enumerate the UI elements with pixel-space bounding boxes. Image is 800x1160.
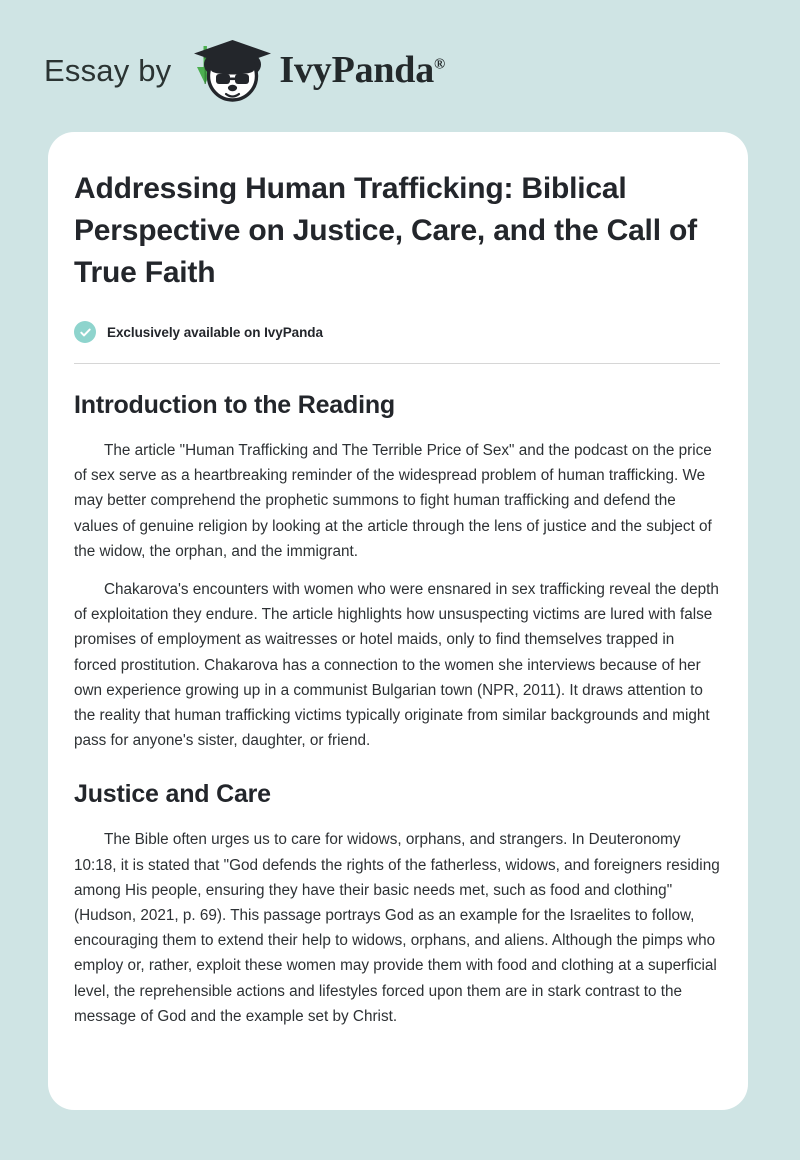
registered-trademark-icon: ® xyxy=(434,56,446,73)
ivypanda-wordmark xyxy=(279,51,445,89)
paragraph: Chakarova's encounters with women who were ensnared in sex trafficking reveal the depth of exploitation they endure. The article highlights how unsuspecting victims are lured with false promises of employment as waitresses or hotel maids, only to find themselves trapped in forced prostitution. Chakarova has a connection to the women she interviews because of her own experience growing up in a communist Bulgarian town (NPR, 2011). It draws attention to the reality that human trafficking victims typically originate from similar backgrounds and might pass for anyone's sister, daughter, or friend. xyxy=(74,581,719,750)
paragraph: The article "Human Trafficking and The Terrible Price of Sex" and the podcast on the price of sex serve as a heartbreaking reminder of the widespread problem of human trafficking. We may better comprehend the prophetic summons to fight human trafficking and defend the values of genuine religion by looking at the article through the lens of justice and the subject of the widow, the orphan, and the immigrant. xyxy=(74,442,712,560)
check-circle-icon xyxy=(74,321,96,343)
essay-by-label: Essay by xyxy=(44,52,172,88)
ivypanda-wordmark-text: IvyPanda xyxy=(279,49,435,91)
section-heading-introduction: Introduction to the Reading xyxy=(74,391,395,419)
brand-header xyxy=(44,34,445,106)
divider xyxy=(74,363,720,364)
ivypanda-graduation-panda-logo-icon xyxy=(185,34,277,106)
paragraph: The Bible often urges us to care for widows, orphans, and strangers. In Deuteronomy 10:18, it is stated that "God defends the rights of the fatherless, widows, and foreigners residing among His people, ensuring they have their basic needs met, such as food and clothing" (Hudson, 2021, p. 69). This passage portrays God as an example for the Israelites to follow, encouraging them to extend their help to widows, orphans, and aliens. Although the pimps who employ or, rather, exploit these women may provide them with food and clothing at a superficial level, the reprehensible actions and lifestyles forced upon them are in stark contrast to the message of God and the example set by Christ. xyxy=(74,831,720,1025)
status-badge-label: Exclusively available on IvyPanda xyxy=(107,324,323,340)
section-heading-justice-and-care: Justice and Care xyxy=(74,780,271,809)
status-badge xyxy=(74,320,720,344)
page-title: Addressing Human Trafficking: Biblical Perspective on Justice, Care, and the Call of True Faith xyxy=(74,172,697,289)
essay-card xyxy=(48,132,748,1110)
